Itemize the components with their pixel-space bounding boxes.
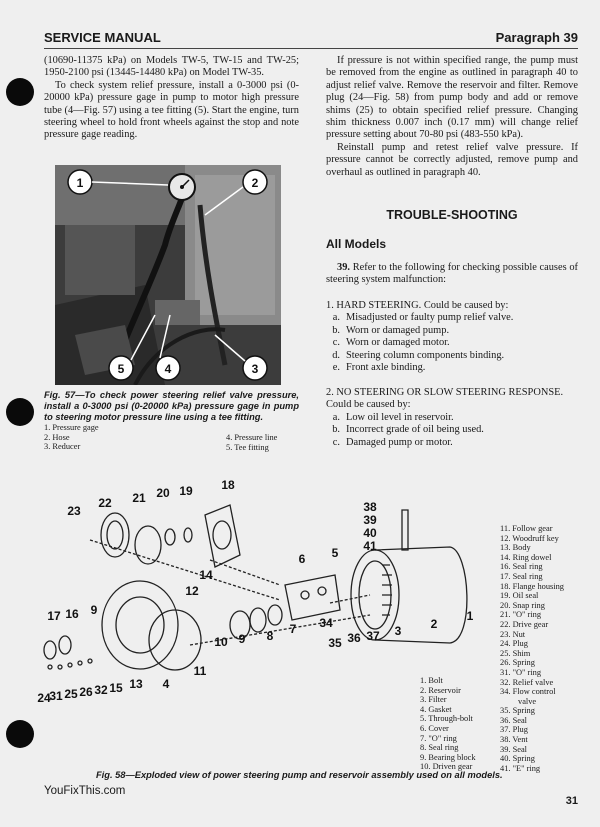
fig58-legend-item: 10. Driven gear xyxy=(420,762,473,772)
paragraph-number: 39. xyxy=(337,262,350,273)
fig58-legend-item: 41. "E" ring xyxy=(500,763,541,773)
fig58-callout-23: 23 xyxy=(67,504,81,518)
fig57-legend-item: 3. Reducer xyxy=(44,442,81,452)
fig58-legend-item: 31. "O" ring xyxy=(500,667,542,677)
fig57-legend-left xyxy=(44,423,174,452)
list-item: c. Damaged pump or motor. xyxy=(332,436,453,448)
fig58-callout-9: 9 xyxy=(90,603,98,617)
right-column-text xyxy=(326,55,578,179)
fig58-callout-24: 24 xyxy=(37,691,51,705)
fig58-callout-5: 5 xyxy=(331,546,339,560)
list-item: a. Misadjusted or faulty pump relief valve. xyxy=(332,312,514,324)
fig58-callout-22: 22 xyxy=(98,496,112,510)
list-item: a. Low oil level in reservoir. xyxy=(332,411,454,423)
left-paragraph-2: To check system relief pressure, install a 0-3000 psi (0-20000 kPa) pressure gage in pump to motor high pressure tube (4—Fig. 57) using a tee fitting (5). Start the engine, turn steering wheel to hold front wheels against the stop and note pressure gage reading. xyxy=(44,79,299,141)
fig58-legend-item: 18. Flange housing xyxy=(500,581,564,591)
fig58-callout-37: 37 xyxy=(366,629,380,643)
fig58-callout-40: 40 xyxy=(363,526,377,540)
intro-text: Refer to the following for checking possible causes of steering system malfunction: xyxy=(326,262,578,286)
slow-steering-list xyxy=(326,412,578,449)
fig58-legend-item: 8. Seal ring xyxy=(420,743,459,753)
fig57-legend-item: 4. Pressure line xyxy=(226,433,278,442)
fig58-callout-1: 1 xyxy=(466,609,474,623)
fig58-callout-17: 17 xyxy=(47,609,61,623)
binder-hole-bottom xyxy=(6,720,34,748)
fig58-callout-26: 26 xyxy=(79,685,93,699)
fig58-legend-item: 11. Follow gear xyxy=(500,524,553,533)
fig57-callout-2: 2 xyxy=(251,176,259,190)
fig58-legend-item: 25. Shim xyxy=(500,648,531,658)
fig58-callout-4: 4 xyxy=(162,677,170,691)
list-item: e. Front axle binding. xyxy=(332,362,426,374)
fig58-callout-16: 16 xyxy=(65,607,79,621)
fig58-callout-11: 11 xyxy=(193,664,207,678)
binder-hole-top xyxy=(6,78,34,106)
fig58-callout-35: 35 xyxy=(328,636,342,650)
fig58-legend-item: 12. Woodruff key xyxy=(500,533,559,543)
fig58-callout-38: 38 xyxy=(363,500,377,514)
fig58-caption: Fig. 58—Exploded view of power steering pump and reservoir assembly used on all models. xyxy=(96,770,503,780)
fig58-callout-2: 2 xyxy=(430,617,438,631)
hard-steering-block xyxy=(326,300,578,374)
fig58-legend-item: 4. Gasket xyxy=(420,704,452,714)
fig58-legend-item: 22. Drive gear xyxy=(500,619,549,629)
fig58-callout-6: 6 xyxy=(298,552,306,566)
fig58-legend-item: 5. Through-bolt xyxy=(420,714,473,724)
fig58-legend-item: 14. Ring dowel xyxy=(500,552,552,562)
binder-hole-middle xyxy=(6,398,34,426)
list-item: b. Incorrect grade of oil being used. xyxy=(332,424,484,436)
page-number: 31 xyxy=(565,795,578,807)
fig58-callout-25: 25 xyxy=(64,687,78,701)
fig58-callout-36: 36 xyxy=(347,631,361,645)
footer-site: YouFixThis.com xyxy=(44,785,126,797)
fig58-legend-item: 17. Seal ring xyxy=(500,571,543,581)
fig58-callout-8: 8 xyxy=(266,629,274,643)
fig58-legend-item: 40. Spring xyxy=(500,754,535,764)
fig58-legend-item: 21. "O" ring xyxy=(500,610,542,620)
header-manual-title: SERVICE MANUAL xyxy=(44,30,161,45)
fig58-callout-10: 10 xyxy=(214,635,228,649)
fig58-callout-31: 31 xyxy=(49,689,63,703)
fig58-callout-19: 19 xyxy=(179,484,193,498)
slow-steering-title: 2. NO STEERING OR SLOW STEERING RESPONSE. Could be caused by: xyxy=(326,387,564,411)
fig57-callout-5: 5 xyxy=(117,362,125,376)
list-item: b. Worn or damaged pump. xyxy=(332,324,450,336)
list-item: d. Steering column components binding. xyxy=(332,349,505,361)
fig58-legend-item: 7. "O" ring xyxy=(420,733,457,743)
fig58-legend-item: 9. Bearing block xyxy=(420,752,476,762)
hard-steering-list xyxy=(326,312,578,374)
fig58-legend-item: 39. Seal xyxy=(500,744,527,754)
right-paragraph-1: If pressure is not within specified range, the pump must be removed from the engine as outlined in paragraph 40 to adjust relief valve. Remove the reservoir and filter. Remove plug (24—Fig. 58) from pump body and add or remove shims (25) to obtain specified relief pressure. Changing shim thickness 0.007 inch (0.17 mm) will change relief pressure setting about 70-80 psi (483-550 kPa). xyxy=(326,55,578,141)
fig57-legend-item: 5. Tee fitting xyxy=(226,442,269,452)
fig58-legend-item: 1. Bolt xyxy=(420,676,443,685)
fig58-callout-9: 9 xyxy=(238,632,246,646)
fig58-callout-21: 21 xyxy=(132,491,146,505)
list-item: c. Worn or damaged motor. xyxy=(332,337,450,349)
fig58-legend-item: 37. Plug xyxy=(500,725,528,735)
header-paragraph: Paragraph 39 xyxy=(495,30,578,45)
fig58-callout-14: 14 xyxy=(199,568,213,582)
fig58-callout-39: 39 xyxy=(363,513,377,527)
fig58-legend-item: 34. Flow control xyxy=(500,687,556,697)
left-column-text xyxy=(44,55,299,142)
fig58-legend-item: 35. Spring xyxy=(500,706,535,716)
fig57-legend-item: 2. Hose xyxy=(44,432,70,442)
fig57-callout-3: 3 xyxy=(251,362,259,376)
fig57-caption: Fig. 57—To check power steering relief valve pressure, install a 0-3000 psi (0-20000 kPa) pressure gage in pump to steering motor pressure line using a tee fitting. xyxy=(44,390,299,422)
fig57-legend-right xyxy=(226,433,306,452)
fig57-illustration xyxy=(55,165,281,385)
subsection-all-models: All Models xyxy=(326,237,387,251)
fig58-legend-item: 23. Nut xyxy=(500,629,526,639)
fig58-callout-13: 13 xyxy=(129,677,143,691)
fig57-legend-item: 1. Pressure gage xyxy=(44,423,99,432)
fig57-callout-4: 4 xyxy=(164,362,172,376)
fig58-callout-7: 7 xyxy=(289,622,297,636)
fig58-legend-item: 3. Filter xyxy=(420,695,447,705)
fig58-callout-3: 3 xyxy=(394,624,402,638)
fig58-legend-item: 2. Reservoir xyxy=(420,685,461,695)
fig58-callout-20: 20 xyxy=(156,486,170,500)
left-paragraph-1: (10690-11375 kPa) on Models TW-5, TW-15 and TW-25; 1950-2100 psi (13445-14480 kPa) on Model TW-35. xyxy=(44,55,299,79)
hard-steering-title: 1. HARD STEERING. Could be caused by: xyxy=(326,300,509,311)
fig58-legend-col2 xyxy=(500,524,590,773)
fig58-callout-32: 32 xyxy=(94,683,108,697)
fig58-legend-item: 38. Vent xyxy=(500,735,528,745)
slow-steering-block xyxy=(326,387,578,449)
fig58-callout-41: 41 xyxy=(363,539,377,553)
fig58-legend-item: 20. Snap ring xyxy=(500,600,545,610)
fig58-callout-15: 15 xyxy=(109,681,123,695)
fig58-legend-item: 16. Seal ring xyxy=(500,562,543,572)
fig57-photo xyxy=(55,165,281,385)
fig58-legend-item: 19. Oil seal xyxy=(500,591,539,601)
fig58-legend-item: 13. Body xyxy=(500,543,531,553)
fig58-callout-12: 12 xyxy=(185,584,199,598)
fig58-legend-item: 32. Relief valve xyxy=(500,677,554,687)
fig58-callout-34: 34 xyxy=(319,616,333,630)
section-title-troubleshooting: TROUBLE-SHOOTING xyxy=(386,208,518,222)
right-paragraph-2: Reinstall pump and retest relief valve pressure. If pressure cannot be correctly adjusted, remove pump and overhaul as outlined in paragraph 40. xyxy=(326,141,578,178)
fig58-legend-item: 36. Seal xyxy=(500,715,527,725)
fig58-callout-18: 18 xyxy=(221,478,235,492)
troubleshooting-intro xyxy=(326,262,578,287)
fig58-legend-col1 xyxy=(420,676,500,772)
fig58-legend-item: 26. Spring xyxy=(500,658,535,668)
fig58-legend-item: 24. Plug xyxy=(500,639,528,649)
fig58-legend-item-continuation: valve xyxy=(518,696,537,706)
fig57-callout-1: 1 xyxy=(76,176,84,190)
fig58-legend-item: 6. Cover xyxy=(420,723,449,733)
header-rule xyxy=(44,48,578,49)
